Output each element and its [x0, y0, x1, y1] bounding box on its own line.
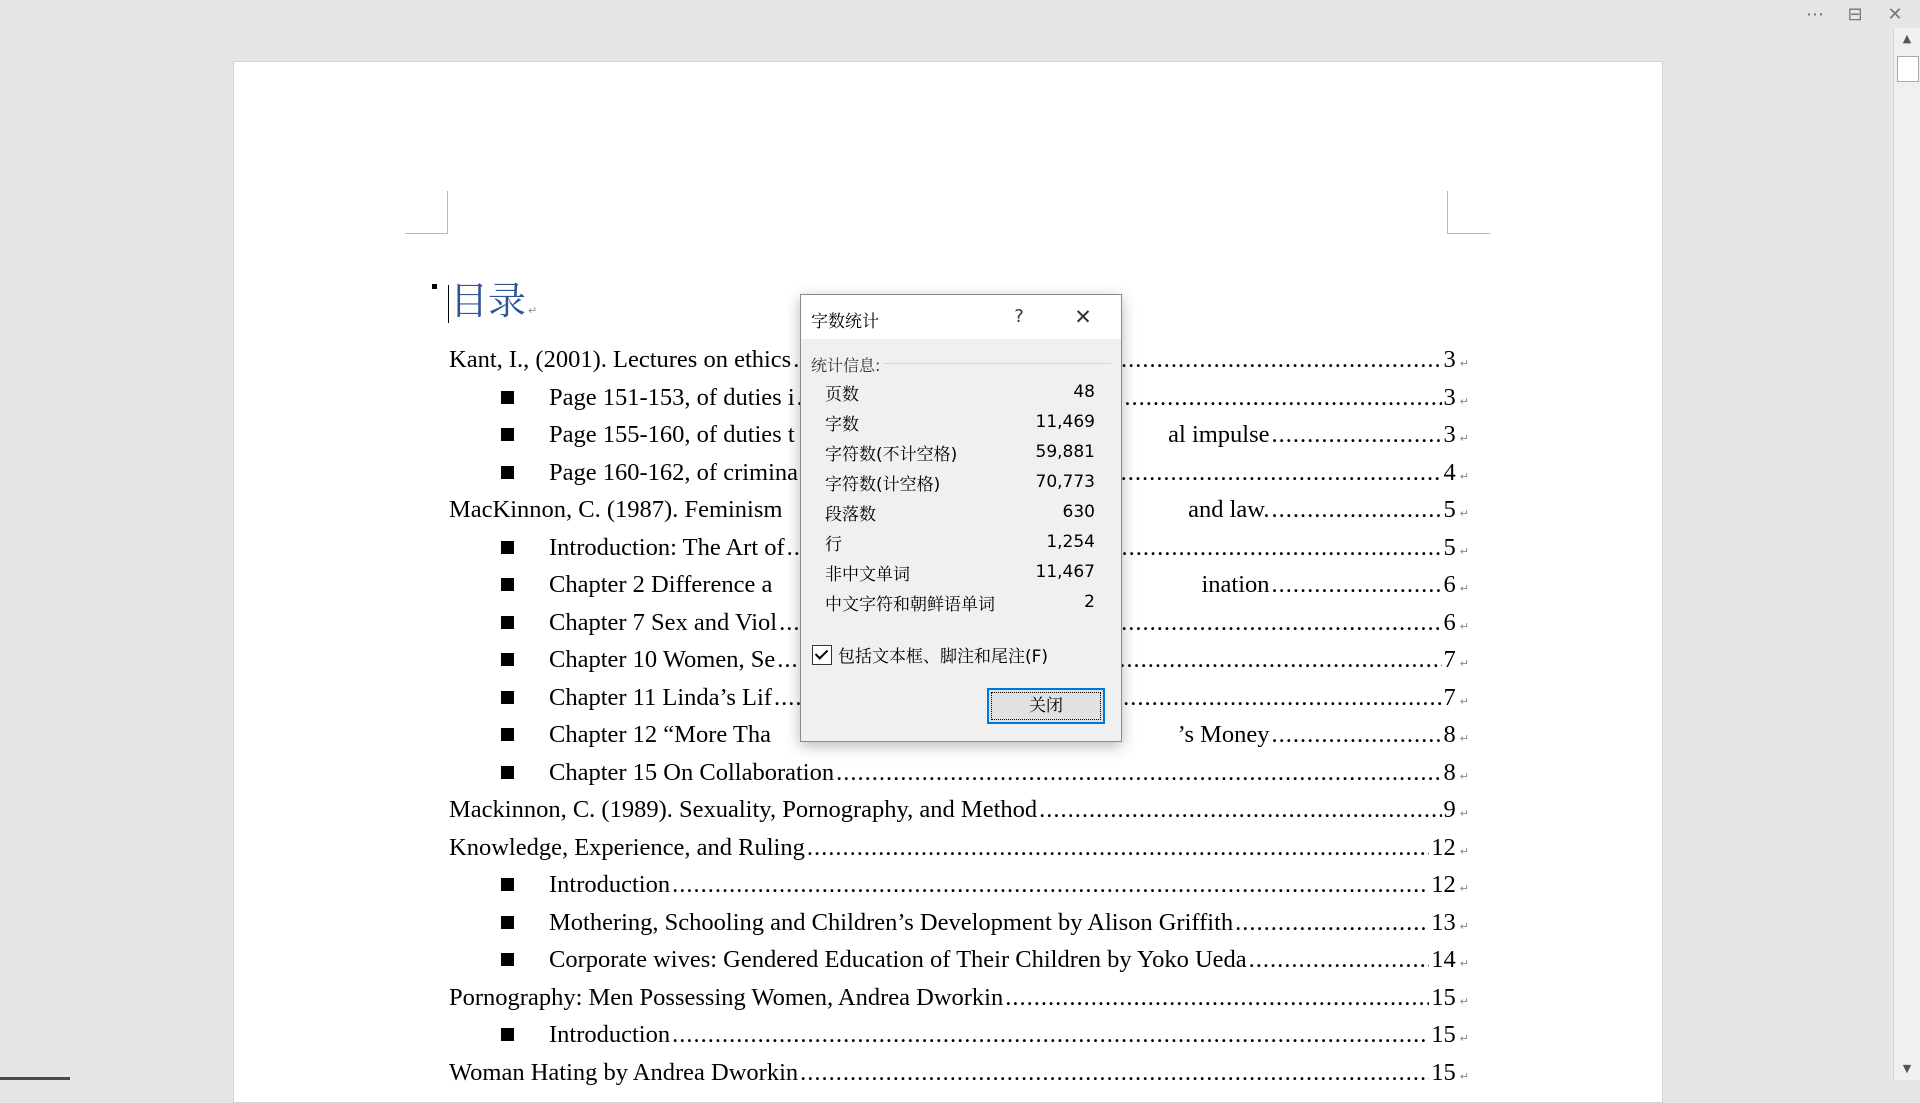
- paragraph-mark-icon: ↵: [1459, 357, 1469, 370]
- toc-entry-title: Introduction: The Art of: [549, 533, 785, 561]
- stat-label: 段落数: [825, 504, 876, 525]
- toc-leader-dots: [1272, 491, 1442, 529]
- close-icon[interactable]: ✕: [1074, 305, 1092, 329]
- toc-page-number: 15: [1431, 1058, 1456, 1086]
- toc-entry-title: Kant, I., (2001). Lectures on ethics: [449, 346, 792, 373]
- toc-leader-dots: [807, 829, 1429, 867]
- toc-entry-title-tail: ination: [1201, 571, 1270, 598]
- checkbox-checked-icon[interactable]: [812, 645, 832, 665]
- paragraph-handle: [432, 284, 437, 289]
- stat-value: 2: [1084, 592, 1095, 612]
- toc-page-number: 8: [1443, 758, 1456, 786]
- toc-leader-dots: [1039, 791, 1441, 829]
- paragraph-mark-icon: ↵: [1459, 957, 1469, 970]
- paragraph-mark-icon: ↵: [1459, 657, 1469, 670]
- paragraph-mark-icon: ↵: [1459, 807, 1469, 820]
- paragraph-mark-icon: ↵: [1459, 582, 1469, 595]
- layout-icon[interactable]: ⊟: [1847, 4, 1863, 25]
- toc-page-number: 14: [1431, 946, 1456, 973]
- dialog-title: 字数统计: [811, 312, 879, 332]
- toc-page-number: 7: [1443, 646, 1456, 673]
- paragraph-mark-icon: ↵: [1459, 732, 1469, 745]
- focus-ring: [991, 692, 1101, 720]
- stat-value: 11,467: [1035, 562, 1095, 582]
- toc-entry-title: MacKinnon, C. (1987). Feminism: [449, 496, 783, 523]
- toc-leader-dots: [836, 754, 1441, 792]
- stat-value: 48: [1073, 382, 1095, 402]
- toc-entry-title: Corporate wives: Gendered Education of Their Children by Yoko Ueda: [549, 946, 1247, 973]
- word-count-dialog: [800, 294, 1122, 742]
- stat-row: [825, 587, 1095, 617]
- scroll-down-icon[interactable]: ▼: [1902, 1062, 1912, 1075]
- paragraph-mark-icon: ↵: [1459, 882, 1469, 895]
- toc-entry-title: Introduction: [549, 871, 671, 898]
- toc-entry[interactable]: [449, 829, 1469, 867]
- stat-label: 非中文单词: [825, 564, 910, 585]
- toc-page-number: 15: [1431, 983, 1456, 1011]
- toc-leader-dots: [1272, 416, 1442, 454]
- toc-entry-title: Chapter 12 “More Tha: [549, 721, 772, 748]
- close-button[interactable]: [987, 688, 1105, 724]
- toc-subentry[interactable]: [449, 866, 1469, 904]
- toc-page-number: 13: [1431, 908, 1456, 936]
- toc-entry-title: Chapter 10 Women, Se: [549, 646, 776, 673]
- toc-page-number: 6: [1443, 571, 1456, 598]
- stat-value: 630: [1062, 502, 1095, 522]
- stat-label: 字符数(不计空格): [825, 444, 958, 465]
- stat-row: [825, 497, 1095, 527]
- toc-entry-title: Chapter 11 Linda’s Lif: [549, 683, 772, 711]
- paragraph-mark-icon: ↵: [1459, 994, 1469, 1008]
- margin-corner-top-left: [405, 191, 448, 234]
- toc-page-number: 12: [1431, 871, 1456, 898]
- toc-entry-title-tail: and law.: [1188, 496, 1270, 523]
- paragraph-mark-icon: ↵: [1459, 544, 1469, 558]
- toc-entry-title: Chapter 2 Difference a: [549, 571, 773, 598]
- stat-row: [825, 437, 1095, 467]
- vertical-scrollbar[interactable]: [1893, 28, 1920, 1080]
- toc-entry-title: Knowledge, Experience, and Ruling: [449, 833, 805, 861]
- ellipsis-icon[interactable]: ⋯: [1806, 4, 1824, 25]
- toc-leader-dots: [1235, 904, 1429, 942]
- paragraph-mark-icon: ↵: [1459, 919, 1469, 933]
- toc-entry-title: Page 151-153, of duties i: [549, 383, 795, 411]
- toc-entry-title: Woman Hating by Andrea Dworkin: [449, 1058, 799, 1086]
- toc-entry-title: Chapter 7 Sex and Viol: [549, 608, 778, 636]
- stat-row: [825, 407, 1095, 437]
- include-label: 包括文本框、脚注和尾注(F): [838, 647, 1049, 667]
- toc-page-number: 3: [1443, 383, 1456, 411]
- toc-entry-title-tail: al impulse: [1168, 421, 1270, 448]
- toc-leader-dots: [672, 1016, 1429, 1054]
- close-icon[interactable]: ✕: [1887, 4, 1903, 25]
- toc-page-number: 3: [1443, 421, 1456, 448]
- stat-label: 行: [825, 534, 842, 555]
- paragraph-mark-icon: ↵: [1459, 769, 1469, 783]
- toc-entry[interactable]: [449, 1054, 1469, 1092]
- paragraph-mark-icon: ↵: [1459, 507, 1469, 520]
- stat-label: 字数: [825, 414, 859, 435]
- paragraph-mark-icon: ↵: [1459, 1032, 1469, 1045]
- paragraph-mark-icon: ↵: [1459, 394, 1469, 408]
- toc-entry-title: Page 155-160, of duties t: [549, 421, 795, 448]
- stat-label: 字符数(计空格): [825, 474, 941, 495]
- stat-row: [825, 377, 1095, 407]
- toc-page-number: 6: [1443, 608, 1456, 636]
- stat-row: [825, 467, 1095, 497]
- paragraph-mark-icon: ↵: [528, 304, 538, 317]
- section-label: 统计信息:: [811, 353, 884, 376]
- toc-entry-title: Mothering, Schooling and Children’s Development by Alison Griffith: [549, 908, 1234, 936]
- toc-page-number: 4: [1443, 458, 1456, 486]
- toc-page-number: 5: [1443, 496, 1456, 523]
- stat-value: 11,469: [1035, 412, 1095, 432]
- paragraph-mark-icon: ↵: [1459, 432, 1469, 445]
- text-cursor: [448, 285, 449, 323]
- toc-leader-dots: [1249, 941, 1430, 979]
- toc-subentry[interactable]: [449, 754, 1469, 792]
- stat-row: [825, 527, 1095, 557]
- toc-entry-title-tail: ’s Money: [1177, 721, 1270, 748]
- toc-entry[interactable]: [449, 791, 1469, 829]
- toc-leader-dots: [1005, 979, 1429, 1017]
- toc-page-number: 7: [1443, 683, 1456, 711]
- stat-value: 59,881: [1035, 442, 1095, 462]
- toc-subentry[interactable]: [449, 904, 1469, 942]
- paragraph-mark-icon: ↵: [1459, 1069, 1469, 1083]
- toc-title: 目录: [450, 279, 527, 323]
- toc-entry-title: Pornography: Men Possessing Women, Andrea Dworkin: [449, 983, 1004, 1011]
- toc-page-number: 15: [1431, 1021, 1456, 1048]
- toc-page-number: 3: [1443, 346, 1456, 373]
- toc-page-number: 12: [1431, 833, 1456, 861]
- toc-leader-dots: [1272, 566, 1442, 604]
- window-controls: [1802, 4, 1908, 26]
- toc-leader-dots: [800, 1054, 1429, 1092]
- scroll-up-icon[interactable]: ▲: [1902, 32, 1912, 45]
- dialog-titlebar[interactable]: [801, 295, 1121, 339]
- stat-row: [825, 557, 1095, 587]
- scroll-thumb[interactable]: [1897, 56, 1919, 82]
- toc-page-number: 8: [1443, 721, 1456, 748]
- toc-entry-title: Chapter 15 On Collaboration: [549, 758, 835, 786]
- stat-label: 中文字符和朝鲜语单词: [825, 594, 995, 615]
- toc-entry-title: Introduction: [549, 1021, 671, 1048]
- toc-entry-title: Page 160-162, of crimina: [549, 458, 799, 486]
- stat-label: 页数: [825, 384, 859, 405]
- toc-page-number: 5: [1443, 533, 1456, 561]
- toc-subentry[interactable]: [449, 1016, 1469, 1054]
- paragraph-mark-icon: ↵: [1459, 694, 1469, 708]
- toc-entry-title: Mackinnon, C. (1989). Sexuality, Pornography, and Method: [449, 796, 1038, 823]
- toc-subentry[interactable]: [449, 941, 1469, 979]
- close-button-label: 关闭: [1029, 696, 1063, 716]
- help-icon[interactable]: ?: [1014, 306, 1024, 327]
- toc-leader-dots: [1272, 716, 1442, 754]
- paragraph-mark-icon: ↵: [1459, 469, 1469, 483]
- stat-value: 1,254: [1046, 532, 1095, 552]
- stats-list: [825, 377, 1095, 617]
- margin-corner-top-right: [1447, 191, 1490, 234]
- toc-leader-dots: [672, 866, 1429, 904]
- include-textbox-checkbox[interactable]: [812, 642, 1048, 667]
- toc-entry[interactable]: [449, 979, 1469, 1017]
- toc-page-number: 9: [1443, 796, 1456, 823]
- paragraph-mark-icon: ↵: [1459, 844, 1469, 858]
- stat-value: 70,773: [1035, 472, 1095, 492]
- toc-heading[interactable]: [448, 276, 537, 336]
- paragraph-mark-icon: ↵: [1459, 619, 1469, 633]
